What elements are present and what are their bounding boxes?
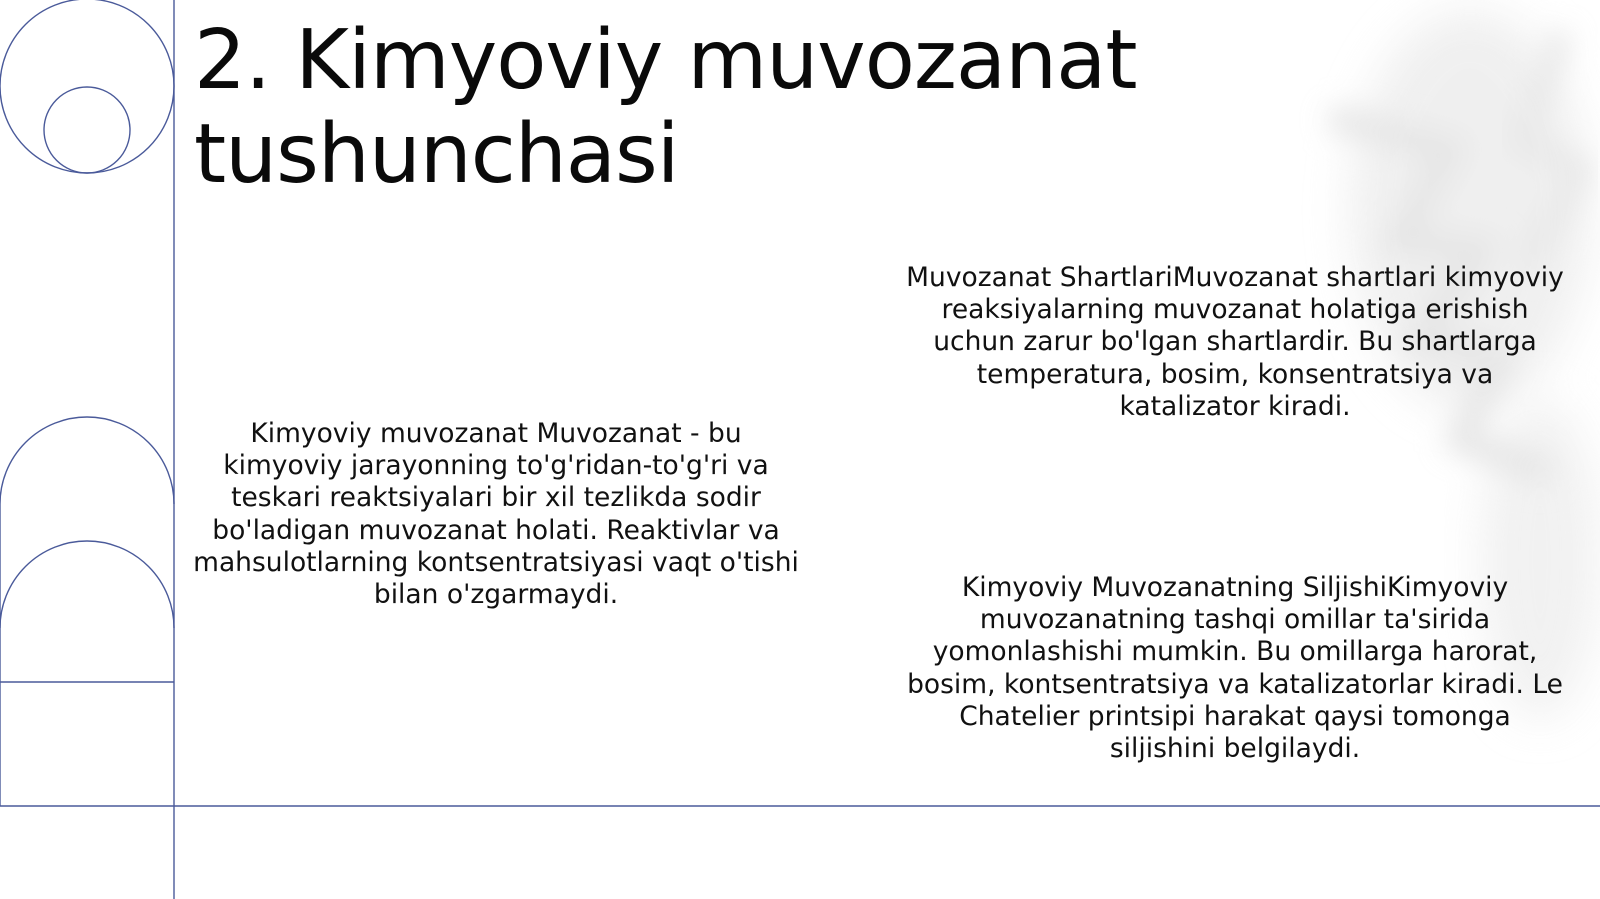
deco-arch-upper bbox=[0, 417, 174, 504]
deco-arch-lower bbox=[0, 541, 174, 628]
slide-title: 2. Kimyoviy muvozanat tushunchasi bbox=[194, 13, 1137, 202]
text-block-siljishi: Kimyoviy Muvozanatning SiljishiKimyoviy muvozanatning tashqi omillar ta'sirida yomonlashishi mumkin. Bu omillarga harorat, bosim, kontsentratsiya va katalizatorlar kiradi. Le Chatelier printsipi harakat qaysi tomonga siljishini belgilaydi. bbox=[907, 572, 1563, 765]
deco-circle-small bbox=[44, 87, 130, 173]
text-block-muvozanat: Kimyoviy muvozanat Muvozanat - bu kimyoviy jarayonning to'g'ridan-to'g'ri va teskari reaktsiyalari bir xil tezlikda sodir bo'ladigan muvozanat holati. Reaktivlar va mahsulotlarning kontsentratsiyasi vaqt o'tishi bilan o'zgarmaydi. bbox=[193, 418, 799, 611]
text-block-shartlari: Muvozanat ShartlariMuvozanat shartlari kimyoviy reaksiyalarning muvozanat holatiga erishish uchun zarur bo'lgan shartlardir. Bu shartlarga temperatura, bosim, konsentratsiya va katalizator kiradi. bbox=[906, 262, 1564, 422]
